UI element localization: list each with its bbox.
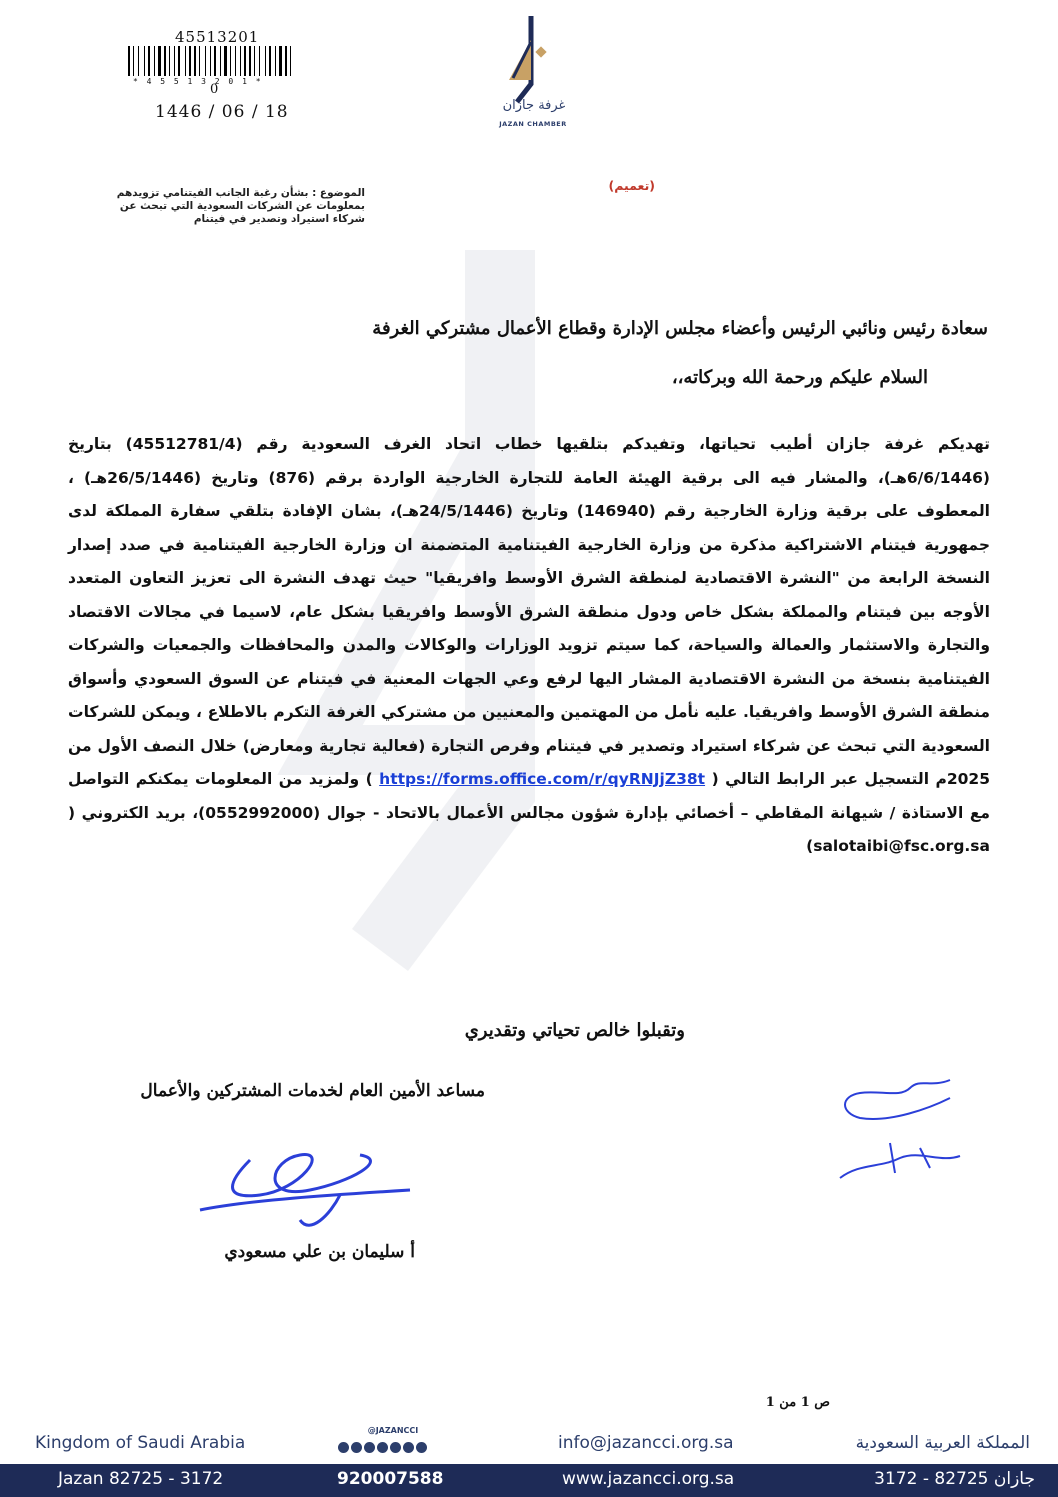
barcode-bar (178, 46, 180, 76)
logo-english-text: JAZAN CHAMBER (499, 120, 567, 128)
closing-line: وتقبلوا خالص تحياتي وتقديري (464, 1020, 685, 1041)
youtube-icon[interactable] (390, 1442, 401, 1453)
barcode-bar (290, 46, 291, 76)
signature (190, 1140, 420, 1240)
barcode-bar (154, 46, 155, 76)
initials-signature (820, 1068, 970, 1193)
barcode-bar (235, 46, 236, 76)
snapchat-icon[interactable] (351, 1442, 362, 1453)
barcode-suffix: 0 (210, 82, 219, 97)
barcode-bar (205, 46, 206, 76)
barcode-bar (158, 46, 161, 76)
barcode-bar (194, 46, 196, 76)
barcode-bar (199, 46, 200, 76)
barcode-image (128, 46, 296, 80)
barcode-bar (249, 46, 251, 76)
barcode-bar (214, 46, 216, 76)
greeting: السلام عليكم ورحمة الله وبركاته،، (671, 367, 928, 388)
barcode-bar (254, 46, 255, 76)
footer-city-ar: جازان 82725 - 3172 (874, 1469, 1035, 1489)
facebook-icon[interactable] (377, 1442, 388, 1453)
barcode-bar (174, 46, 175, 76)
barcode-bar (224, 46, 227, 76)
barcode-number: 45513201 (175, 28, 260, 46)
footer-email[interactable]: info@jazancci.org.sa (558, 1433, 734, 1453)
footer-country-en: Kingdom of Saudi Arabia (35, 1433, 246, 1453)
social-handle[interactable]: @JAZANCCI (367, 1426, 419, 1435)
tiktok-icon[interactable] (416, 1442, 427, 1453)
registration-link[interactable]: https://forms.office.com/r/qyRNJjZ38t (379, 770, 706, 788)
body-paragraph-part2: ) ولمزيد من المعلومات يمكنكم التواصل مع الاستاذة / شيهانة المقاطي – أخصائي بإدارة شؤون مجالس الأعمال بالاتحاد - جوال (0552992000)، بريد الكتروني ( salotaibi@fsc.org.sa) (68, 770, 991, 855)
barcode-bar (189, 46, 191, 76)
barcode-bar (138, 46, 139, 76)
body-paragraph-part1: تهديكم غرفة جازان أطيب تحياتها، وتفيدكم بتلقيها خطاب اتحاد الغرف السعودية رقم (45512781/4) بتاريخ (6/6/1446هـ)، والمشار فيه الى برقية الهيئة العامة للتجارة الخارجية الواردة برقم (876) وتاريخ (26/5/1446هـ) ، المعطوف على برقية وزارة الخارجية رقم (146940) وتاريخ (24/5/1446هـ)، بشان الإفادة بتلقي سفارة المملكة لدى جمهورية فيتنام الاشتراكية مذكرة من وزارة الخارجية الفيتنامية المتضمنة ان وزارة الخارجية الفيتنامية في صدد إصدار النسخة الرابعة من "النشرة الاقتصادية لمنطقة الشرق الأوسط وافريقيا" حيث تهدف النشرة الى تعزيز التعاون المتعدد الأوجه بين فيتنام والمملكة بشكل خاص ودول منطقة الشرق الأوسط وافريقيا بشكل عام، لاسيما في مجالات الاقتصاد والتجارة والاستثمار والعمالة والسياحة، كما سيتم تزويد الوزارات والوكالات والمدن والمحافظات والجمعيات والشركات الفيتنامية بنسخة من النشرة الاقتصادية المشار اليها لرفع وعي الجهات المعنية في فيتنام عن السوق السعودي وأسواق منطقة الشرق الأوسط وافريقيا. عليه نأمل من المهتمين والمعنيين من مشتركي الغرفة التكرم بالاطلاع ، ويمكن للشركات السعودية التي تبحث عن شركاء استيراد وتصدير في فيتنام وفرص التجارة (فعالية تجارية ومعارض) خلال النصف الأول من 2025م التسجيل عبر الرابط التالي ( (68, 435, 990, 788)
barcode-bar (148, 46, 150, 76)
barcode-bar (244, 46, 246, 76)
barcode-bar (128, 46, 130, 76)
letter-body (68, 428, 990, 864)
circular-label: (تعميم) (608, 178, 655, 193)
signer-title: مساعد الأمين العام لخدمات المشتركين والأعمال (140, 1081, 485, 1101)
logo-arabic-text: غرفة جازان (502, 98, 566, 113)
footer-phone[interactable]: 920007588 (337, 1469, 444, 1489)
barcode-bar (259, 46, 260, 76)
barcode-bar (164, 46, 166, 76)
barcode-bar (269, 46, 271, 76)
barcode-bar (279, 46, 282, 76)
social-icons (338, 1438, 438, 1452)
barcode-bar (144, 46, 145, 76)
barcode-text: * 4 5 5 1 3 2 0 1 * (133, 77, 263, 86)
barcode-bar (240, 46, 241, 76)
signer-name: أ سليمان بن علي مسعودي (224, 1242, 415, 1262)
page-number: ص 1 من 1 (765, 1395, 830, 1410)
barcode-bar (210, 46, 211, 76)
barcode-bar (230, 46, 231, 76)
instagram-icon[interactable] (403, 1442, 414, 1453)
subject-line: الموضوع : بشأن رغبة الجانب الفيتنامي تزويدهم بمعلومات عن الشركات السعودية التي تبحث عن شركاء استيراد وتصدير في فيتنام (116, 187, 365, 225)
barcode-bar (265, 46, 266, 76)
x-icon[interactable] (338, 1442, 349, 1453)
linkedin-icon[interactable] (364, 1442, 375, 1453)
barcode-bar (133, 46, 134, 76)
letter-date: 1446 / 06 / 18 (155, 102, 289, 122)
jazan-chamber-logo (483, 12, 583, 134)
footer-country-ar: المملكة العربية السعودية (855, 1433, 1030, 1453)
barcode-bar (185, 46, 186, 76)
footer-website[interactable]: www.jazancci.org.sa (562, 1469, 735, 1489)
barcode-bar (169, 46, 170, 76)
barcode-bar (285, 46, 287, 76)
salutation: سعادة رئيس ونائبي الرئيس وأعضاء مجلس الإدارة وقطاع الأعمال مشتركي الغرفة (372, 318, 988, 339)
barcode-bar (275, 46, 276, 76)
barcode-bar (220, 46, 221, 76)
footer-city-en: Jazan 82725 - 3172 (58, 1469, 224, 1489)
